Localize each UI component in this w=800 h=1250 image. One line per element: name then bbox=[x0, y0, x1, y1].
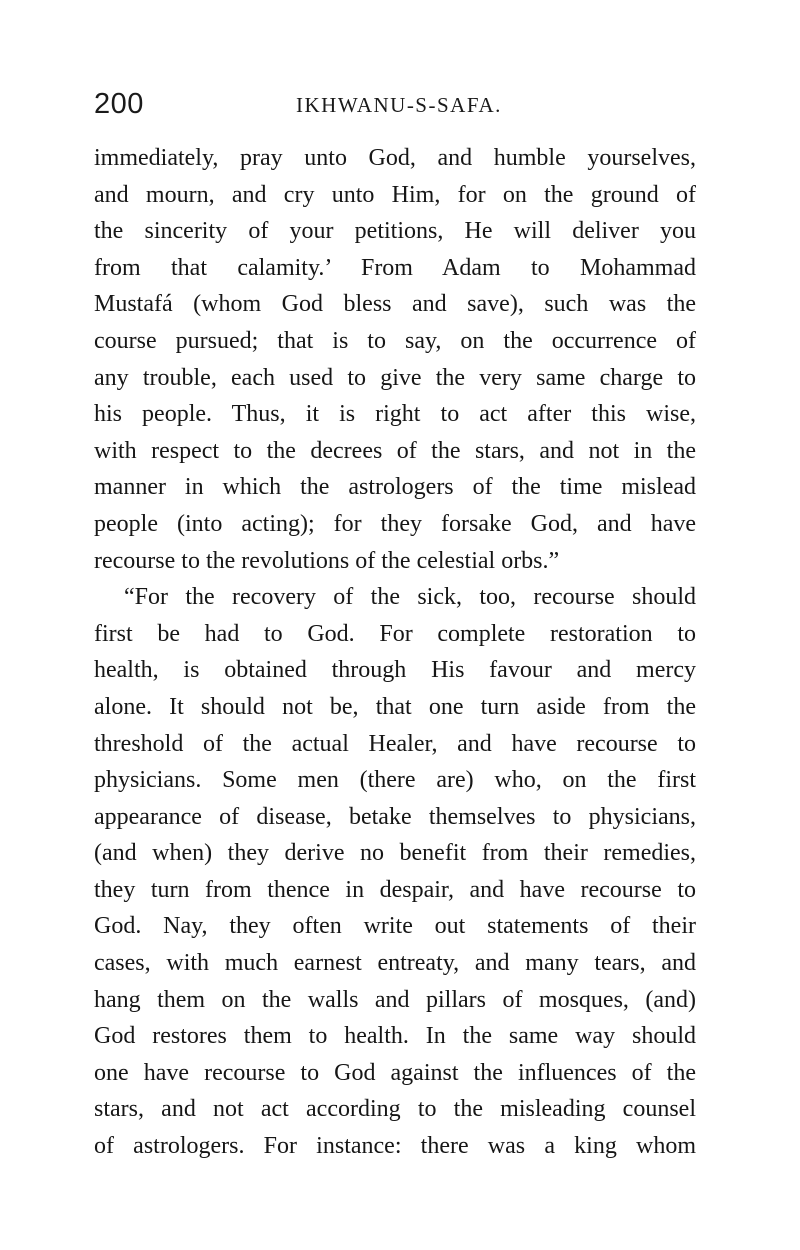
text-line: recourse to the revolutions of the celestial orbs.” bbox=[94, 547, 560, 574]
text-line: alone. It should not be, that one turn aside from the bbox=[94, 693, 696, 720]
text-line: any trouble, each used to give the very same charge to bbox=[94, 364, 696, 391]
text-line: (and when) they derive no benefit from their remedies, bbox=[94, 840, 696, 867]
text-line: with respect to the decrees of the stars, and not in the bbox=[94, 437, 696, 464]
text-line: first be had to God. For complete restoration to bbox=[94, 620, 696, 647]
body-text bbox=[94, 140, 696, 1165]
text-line: and mourn, and cry unto Him, for on the ground of bbox=[94, 181, 696, 208]
running-head: IKHWANU-S-SAFA. bbox=[296, 93, 502, 117]
text-line: cases, with much earnest entreaty, and many tears, and bbox=[94, 950, 696, 977]
text-line: people (into acting); for they forsake God, and have bbox=[94, 510, 696, 537]
text-line: his people. Thus, it is right to act after this wise, bbox=[94, 401, 696, 428]
page-number: 200 bbox=[94, 88, 144, 120]
text-line: God restores them to health. In the same way should bbox=[94, 1023, 696, 1050]
page-header bbox=[94, 88, 714, 128]
text-line: course pursued; that is to say, on the occurrence of bbox=[94, 327, 696, 354]
text-line: one have recourse to God against the influences of the bbox=[94, 1059, 696, 1086]
text-line: appearance of disease, betake themselves to physicians, bbox=[94, 803, 696, 830]
text-line: immediately, pray unto God, and humble yourselves, bbox=[94, 145, 696, 171]
text-line: stars, and not act according to the misleading counsel bbox=[94, 1096, 696, 1123]
text-line: they turn from thence in despair, and have recourse to bbox=[94, 876, 696, 903]
text-line: physicians. Some men (there are) who, on the first bbox=[94, 767, 696, 794]
text-line: health, is obtained through His favour and mercy bbox=[94, 657, 696, 684]
text-line: hang them on the walls and pillars of mosques, (and) bbox=[94, 986, 696, 1013]
text-line: threshold of the actual Healer, and have recourse to bbox=[94, 730, 696, 757]
text-line: manner in which the astrologers of the time mislead bbox=[94, 474, 696, 501]
text-line: God. Nay, they often write out statements of their bbox=[94, 913, 696, 940]
text-line: Mustafá (whom God bless and save), such was the bbox=[94, 291, 696, 318]
text-line: the sincerity of your petitions, He will deliver you bbox=[94, 218, 696, 245]
text-line: from that calamity.’ From Adam to Mohammad bbox=[94, 254, 696, 281]
text-line: of astrologers. For instance: there was a king whom bbox=[94, 1133, 696, 1160]
text-line: “For the recovery of the sick, too, recourse should bbox=[124, 584, 696, 611]
